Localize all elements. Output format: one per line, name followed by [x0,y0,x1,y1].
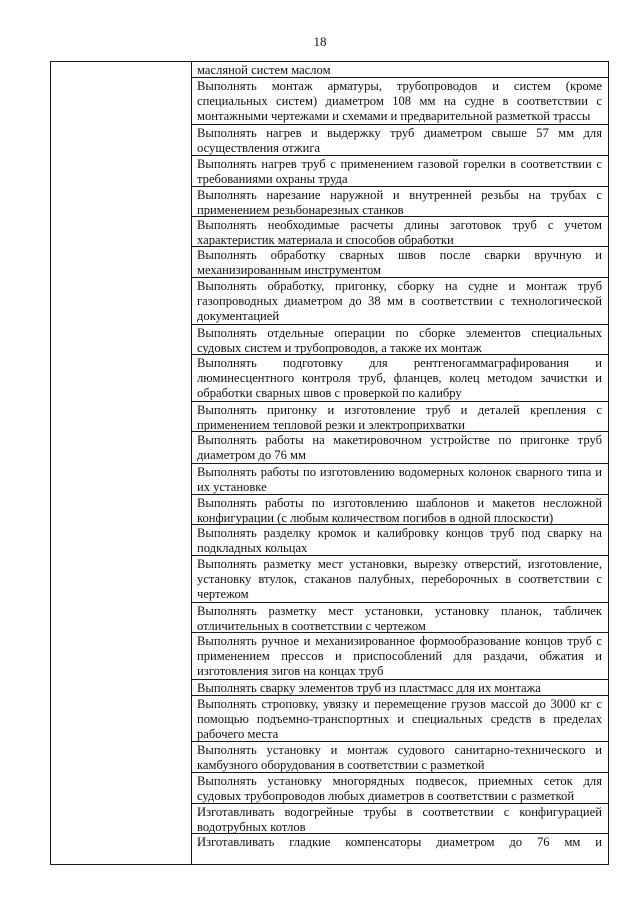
page-number: 18 [313,34,327,49]
table-row: масляной систем маслом [192,62,608,78]
table-row: Выполнять обработку сварных швов после сварки вручную и механизированным инструментом [192,247,608,278]
table-row: Выполнять пригонку и изготовление труб и деталей крепления с применением тепловой резки и электроприхватки [192,402,608,432]
table-row: Выполнять разметку мест установки, установку планок, табличек отличительных в соответствии с чертежом [192,603,608,633]
table-row: Выполнять работы по изготовлению водомерных колонок сварного типа и их установке [192,464,608,495]
table-row: Выполнять подготовку для рентгеногаммаграфирования и люминесцентного контроля труб, фланцев, колец методом зачистки и обработки сварных швов с проверкой по калибру [192,355,608,402]
requirements-table [50,61,609,865]
rows-container [192,62,608,864]
table-row: Выполнять работы на макетировочном устройстве по пригонке труб диаметром до 76 мм [192,432,608,464]
table-row: Выполнять необходимые расчеты длины заготовок труб с учетом характеристик материала и способов обработки [192,217,608,247]
table-row: Изготавливать гладкие компенсаторы диаметром до 76 мм и [197,835,602,849]
table-row: Выполнять ручное и механизированное формообразование концов труб с применением прессов и приспособлений для раздачи, обжатия и изготовления зигов на концах труб [192,633,608,680]
table-right-column [192,62,609,865]
table-row: Выполнять обработку, пригонку, сборку на судне и монтаж труб газопроводных диаметром до 38 мм в соответствии с технологической документацией [192,278,608,325]
table-row: Выполнять нарезание наружной и внутренней резьбы на трубах с применением резьбонарезных станков [192,187,608,217]
table-row: Изготавливать водогрейные трубы в соответствии с конфигурацией водотрубных котлов [192,804,608,834]
table-left-column [51,62,192,865]
table-row: Выполнять сварку элементов труб из пластмасс для их монтажа [192,680,608,696]
table-row: Выполнять нагрев и выдержку труб диаметром свыше 57 мм для осуществления отжига [192,125,608,156]
table-row: Выполнять работы по изготовлению шаблонов и макетов несложной конфигурации (с любым количеством погибов в одной плоскости) [192,495,608,525]
table-row: Выполнять строповку, увязку и перемещение грузов массой до 3000 кг с помощью подъемно-транспортных и специальных средств в пределах рабочего места [192,696,608,742]
table-row: Выполнять нагрев труб с применением газовой горелки в соответствии с требованиями охраны труда [192,156,608,187]
table-row: Выполнять разделку кромок и калибровку концов труб под сварку на подкладных кольцах [192,525,608,556]
table-row: Выполнять отдельные операции по сборке элементов специальных судовых систем и трубопроводов, а также их монтаж [192,325,608,355]
table-row: Выполнять монтаж арматуры, трубопроводов и систем (кроме специальных систем) диаметром 108 мм на судне в соответствии с монтажными чертежами и схемами и предварительной разметкой трассы [192,78,608,125]
table-row: Выполнять установку и монтаж судового санитарно-технического и камбузного оборудования в соответствии с разметкой [192,742,608,773]
table-row: Выполнять установку многорядных подвесок, приемных сеток для судовых трубопроводов любых диаметров в соответствии с разметкой [192,773,608,804]
table-row: Выполнять разметку мест установки, вырезку отверстий, изготовление, установку втулок, стаканов палубных, переборочных в соответствии с чертежом [192,556,608,603]
